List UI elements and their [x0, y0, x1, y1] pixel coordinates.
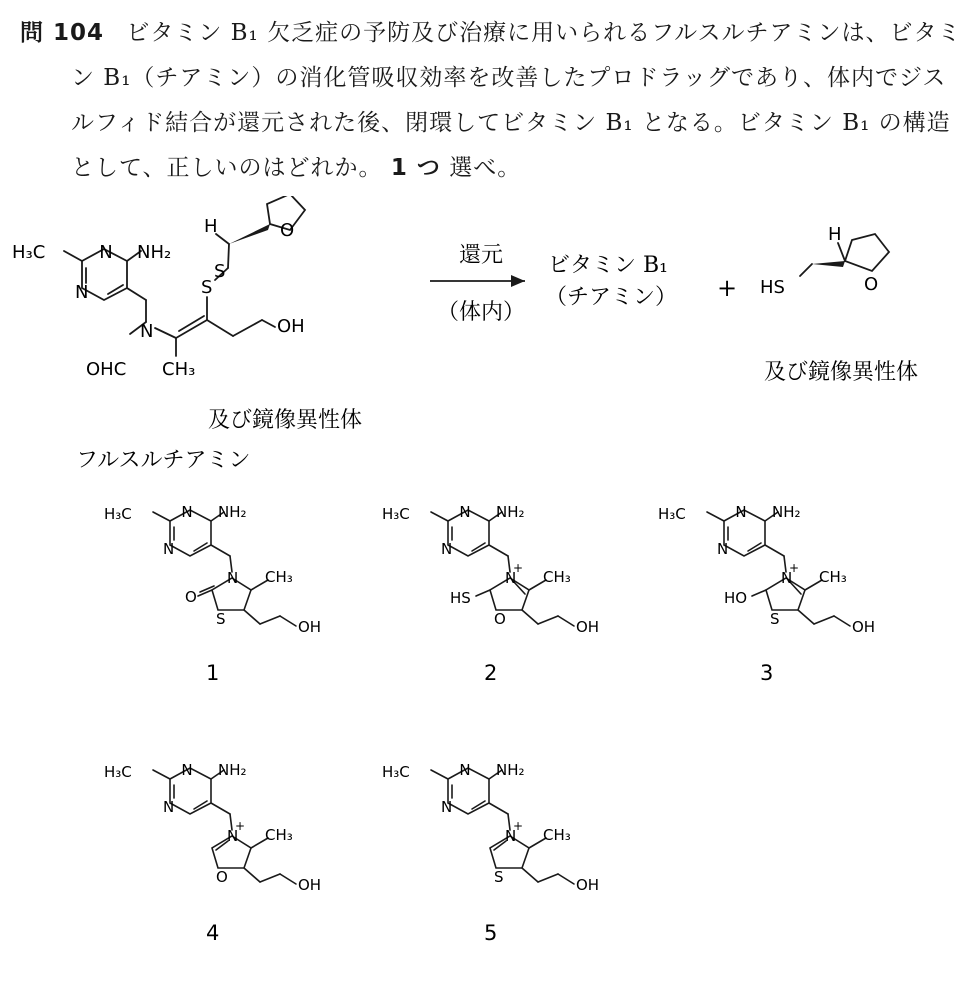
- choice-5-s: S: [494, 868, 504, 886]
- choice-5-n1: N: [459, 761, 471, 779]
- byproduct-o: O: [864, 274, 879, 295]
- choice-1-o: O: [185, 588, 197, 606]
- reactant-oh: OH: [277, 316, 305, 337]
- choice-5-n2: N: [441, 798, 453, 816]
- question-line-2: [71, 59, 946, 92]
- reactant-n1: N: [99, 242, 113, 263]
- choice-3-charge: +: [789, 561, 800, 575]
- arrow-head: [511, 275, 525, 287]
- reactant-ohc: OHC: [86, 359, 127, 380]
- choice-4-nh2: NH₂: [218, 761, 247, 779]
- question-text-1: ビタミン B₁ 欠乏症の予防及び治療に用いられるフルスルチアミンは、ビタミ: [126, 20, 962, 46]
- choice-5-structure: [368, 744, 638, 964]
- question-text-2: ン B₁（チアミン）の消化管吸収効率を改善したプロドラッグであり、体内でジス: [71, 65, 947, 91]
- product-vitamin: ビタミン B₁: [548, 253, 668, 278]
- byproduct-structure: [760, 224, 889, 298]
- reactant-ch3: CH₃: [162, 359, 196, 380]
- question-text-4b: 1 つ: [390, 155, 441, 181]
- choice-4-oh: OH: [298, 876, 322, 894]
- reactant-name: フルスルチアミン: [76, 448, 251, 473]
- choice-5-charge: +: [513, 819, 524, 833]
- byproduct-enantiomer-note: 及び鏡像異性体: [764, 360, 919, 385]
- plus-sign: +: [717, 274, 738, 302]
- arrow-label-top: 還元: [458, 243, 504, 268]
- choice-2-oh: OH: [576, 618, 600, 636]
- question-line-4: [71, 149, 521, 182]
- choice-1-ch3: CH₃: [265, 568, 293, 586]
- choice-1-h3c: H₃C: [104, 505, 132, 523]
- choice-2-n1: N: [459, 503, 471, 521]
- choice-5-ch3: CH₃: [543, 826, 571, 844]
- reactant-enantiomer-note: 及び鏡像異性体: [208, 408, 363, 433]
- choice-5-nh2: NH₂: [496, 761, 525, 779]
- choice-3-oh: OH: [852, 618, 876, 636]
- reactant-s2: S: [214, 261, 226, 282]
- choice-1-n3: N: [227, 569, 239, 587]
- choice-4-ch3: CH₃: [265, 826, 293, 844]
- product-thiamine: （チアミン）: [545, 285, 678, 310]
- choice-4-charge: +: [235, 819, 246, 833]
- choice-4-structure: [90, 744, 360, 964]
- choice-1-s: S: [216, 610, 226, 628]
- reaction-scheme: [0, 196, 964, 496]
- choice-2-charge: +: [513, 561, 524, 575]
- choice-5-number[interactable]: 5: [484, 921, 498, 945]
- byproduct-hs: HS: [760, 277, 785, 298]
- choice-2-o: O: [494, 610, 506, 628]
- choice-1-n1: N: [181, 503, 193, 521]
- choice-4-o: O: [216, 868, 228, 886]
- question-line-1: [20, 14, 961, 47]
- choice-3-h3c: H₃C: [658, 505, 686, 523]
- question-text-4c: 選べ。: [449, 155, 522, 181]
- choice-5-oh: OH: [576, 876, 600, 894]
- choice-4-n2: N: [163, 798, 175, 816]
- question-line-3: [71, 104, 951, 137]
- choice-2-nh2: NH₂: [496, 503, 525, 521]
- choice-3-ch3: CH₃: [819, 568, 847, 586]
- choice-3-number[interactable]: 3: [760, 661, 774, 685]
- choice-3-n2: N: [717, 540, 729, 558]
- question-number: 問 104: [20, 20, 105, 46]
- reactant-h: H: [204, 216, 218, 237]
- choice-1-n2: N: [163, 540, 175, 558]
- arrow-label-bottom: （体内）: [436, 300, 526, 325]
- choice-2-number[interactable]: 2: [484, 661, 498, 685]
- choice-1-nh2: NH₂: [218, 503, 247, 521]
- choice-3-nh2: NH₂: [772, 503, 801, 521]
- choice-3-n3: N: [781, 569, 793, 587]
- choice-2-hs: HS: [450, 589, 471, 607]
- choice-3-n1: N: [735, 503, 747, 521]
- reactant-h3c: H₃C: [12, 242, 46, 263]
- choice-3-s: S: [770, 610, 780, 628]
- choice-1-structure: [90, 486, 360, 706]
- question-text-3: ルフィド結合が還元された後、閉環してビタミン B₁ となる。ビタミン B₁ の構造: [71, 110, 951, 136]
- choice-2-h3c: H₃C: [382, 505, 410, 523]
- byproduct-h: H: [828, 224, 842, 245]
- choice-1-oh: OH: [298, 618, 322, 636]
- choice-2-ch3: CH₃: [543, 568, 571, 586]
- reactant-structure: [12, 196, 305, 380]
- reactant-o: O: [280, 220, 295, 241]
- question-text-4a: として、正しいのはどれか。: [71, 155, 383, 181]
- reactant-n2: N: [75, 282, 89, 303]
- choice-2-n2: N: [441, 540, 453, 558]
- choice-5-n3: N: [505, 827, 517, 845]
- reactant-nh2: NH₂: [137, 242, 172, 263]
- choice-4-n1: N: [181, 761, 193, 779]
- choice-4-number[interactable]: 4: [206, 921, 220, 945]
- choice-3-ho: HO: [724, 589, 748, 607]
- choice-4-n3: N: [227, 827, 239, 845]
- choice-5-h3c: H₃C: [382, 763, 410, 781]
- reactant-n3: N: [140, 321, 154, 342]
- choice-1-number[interactable]: 1: [206, 661, 220, 685]
- choice-2-n3: N: [505, 569, 517, 587]
- choice-4-h3c: H₃C: [104, 763, 132, 781]
- choice-3-structure: [644, 486, 914, 706]
- choice-2-structure: [368, 486, 638, 706]
- reactant-s1: S: [201, 277, 213, 298]
